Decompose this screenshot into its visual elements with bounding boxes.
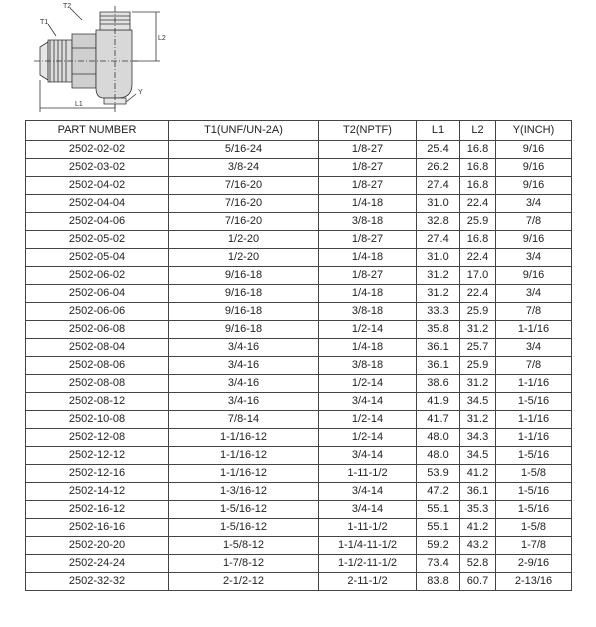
t2-cell: 1/4-18 (319, 195, 417, 213)
l2-cell: 16.8 (460, 231, 496, 249)
table-row (26, 393, 572, 411)
t1-cell: 2-1/2-12 (169, 573, 319, 591)
t1-cell: 1-5/16-12 (169, 501, 319, 519)
y-cell: 1-5/16 (496, 393, 572, 411)
l2-cell: 25.7 (460, 339, 496, 357)
l1-cell: 31.0 (417, 195, 460, 213)
l2-cell: 25.9 (460, 213, 496, 231)
label-l2: L2 (158, 35, 166, 42)
t2-cell: 3/4-14 (319, 483, 417, 501)
t2-cell: 1/8-27 (319, 159, 417, 177)
part-number-cell: 2502-14-12 (26, 483, 169, 501)
t2-cell: 1/4-18 (319, 339, 417, 357)
part-number-cell: 2502-06-08 (26, 321, 169, 339)
table-row (26, 285, 572, 303)
header-l2: L2 (460, 121, 496, 141)
y-cell: 9/16 (496, 177, 572, 195)
table-row (26, 465, 572, 483)
table-row (26, 411, 572, 429)
t1-cell: 1-1/16-12 (169, 447, 319, 465)
table-row (26, 303, 572, 321)
part-number-cell: 2502-32-32 (26, 573, 169, 591)
y-cell: 7/8 (496, 303, 572, 321)
t1-cell: 1/2-20 (169, 231, 319, 249)
header-part-number: PART NUMBER (26, 121, 169, 141)
part-number-cell: 2502-12-08 (26, 429, 169, 447)
part-number-cell: 2502-06-02 (26, 267, 169, 285)
table-row (26, 339, 572, 357)
table-row (26, 159, 572, 177)
table-row (26, 375, 572, 393)
l2-cell: 25.9 (460, 357, 496, 375)
t1-cell: 9/16-18 (169, 285, 319, 303)
fitting-drawing (20, 0, 180, 115)
t2-cell: 1-1/4-11-1/2 (319, 537, 417, 555)
part-number-cell: 2502-06-06 (26, 303, 169, 321)
l1-cell: 31.0 (417, 249, 460, 267)
y-cell: 3/4 (496, 195, 572, 213)
part-number-cell: 2502-16-16 (26, 519, 169, 537)
part-number-cell: 2502-04-06 (26, 213, 169, 231)
l1-cell: 38.6 (417, 375, 460, 393)
l1-cell: 27.4 (417, 177, 460, 195)
l1-cell: 26.2 (417, 159, 460, 177)
t1-cell: 3/4-16 (169, 375, 319, 393)
l2-cell: 31.2 (460, 321, 496, 339)
table-row (26, 483, 572, 501)
y-cell: 9/16 (496, 159, 572, 177)
l1-cell: 83.8 (417, 573, 460, 591)
t2-cell: 1/2-14 (319, 429, 417, 447)
t1-cell: 3/4-16 (169, 339, 319, 357)
t2-cell: 1-11-1/2 (319, 465, 417, 483)
part-number-cell: 2502-04-04 (26, 195, 169, 213)
y-cell: 1-1/16 (496, 321, 572, 339)
part-number-cell: 2502-12-16 (26, 465, 169, 483)
t2-cell: 1/2-14 (319, 375, 417, 393)
t1-cell: 5/16-24 (169, 141, 319, 159)
l2-cell: 52.8 (460, 555, 496, 573)
table-row (26, 537, 572, 555)
l1-cell: 53.9 (417, 465, 460, 483)
table-row (26, 357, 572, 375)
label-t1: T1 (40, 19, 49, 26)
y-cell: 3/4 (496, 339, 572, 357)
table-row (26, 501, 572, 519)
l2-cell: 36.1 (460, 483, 496, 501)
t1-cell: 1/2-20 (169, 249, 319, 267)
table-row (26, 213, 572, 231)
part-number-cell: 2502-08-08 (26, 375, 169, 393)
table-row (26, 177, 572, 195)
t2-cell: 3/4-14 (319, 393, 417, 411)
part-number-cell: 2502-24-24 (26, 555, 169, 573)
l1-cell: 27.4 (417, 231, 460, 249)
l2-cell: 31.2 (460, 375, 496, 393)
header-l1: L1 (417, 121, 460, 141)
l1-cell: 73.4 (417, 555, 460, 573)
t1-cell: 3/8-24 (169, 159, 319, 177)
t2-cell: 3/8-18 (319, 303, 417, 321)
l2-cell: 34.5 (460, 393, 496, 411)
table-header-row (26, 121, 572, 141)
l2-cell: 35.3 (460, 501, 496, 519)
l1-cell: 59.2 (417, 537, 460, 555)
t1-cell: 1-5/16-12 (169, 519, 319, 537)
l1-cell: 33.3 (417, 303, 460, 321)
table-row (26, 429, 572, 447)
label-l1: L1 (75, 101, 83, 108)
part-number-cell: 2502-16-12 (26, 501, 169, 519)
l1-cell: 48.0 (417, 447, 460, 465)
part-number-cell: 2502-12-12 (26, 447, 169, 465)
l2-cell: 31.2 (460, 411, 496, 429)
l2-cell: 22.4 (460, 195, 496, 213)
part-number-cell: 2502-03-02 (26, 159, 169, 177)
l1-cell: 55.1 (417, 519, 460, 537)
l2-cell: 43.2 (460, 537, 496, 555)
t1-cell: 1-3/16-12 (169, 483, 319, 501)
t2-cell: 3/8-18 (319, 213, 417, 231)
table-row (26, 231, 572, 249)
y-cell: 1-5/16 (496, 447, 572, 465)
t1-cell: 9/16-18 (169, 321, 319, 339)
t1-cell: 7/16-20 (169, 195, 319, 213)
y-cell: 1-1/16 (496, 429, 572, 447)
t1-cell: 3/4-16 (169, 393, 319, 411)
t1-cell: 1-7/8-12 (169, 555, 319, 573)
l2-cell: 22.4 (460, 249, 496, 267)
label-t2: T2 (63, 3, 72, 10)
t1-cell: 3/4-16 (169, 357, 319, 375)
t2-cell: 1/2-14 (319, 411, 417, 429)
header-t2: T2(NPTF) (319, 121, 417, 141)
l1-cell: 48.0 (417, 429, 460, 447)
y-cell: 1-1/16 (496, 375, 572, 393)
table-row (26, 267, 572, 285)
y-cell: 3/4 (496, 285, 572, 303)
y-cell: 2-9/16 (496, 555, 572, 573)
t1-cell: 1-5/8-12 (169, 537, 319, 555)
t2-cell: 1/8-27 (319, 177, 417, 195)
label-y: Y (138, 89, 143, 96)
header-y: Y(INCH) (496, 121, 572, 141)
t2-cell: 1/8-27 (319, 141, 417, 159)
t2-cell: 1/4-18 (319, 285, 417, 303)
l2-cell: 16.8 (460, 141, 496, 159)
t2-cell: 1/2-14 (319, 321, 417, 339)
t1-cell: 9/16-18 (169, 303, 319, 321)
y-cell: 7/8 (496, 357, 572, 375)
t2-cell: 1/4-18 (319, 249, 417, 267)
l1-cell: 25.4 (417, 141, 460, 159)
l2-cell: 16.8 (460, 159, 496, 177)
t2-cell: 3/4-14 (319, 447, 417, 465)
l1-cell: 31.2 (417, 267, 460, 285)
l2-cell: 60.7 (460, 573, 496, 591)
table-row (26, 519, 572, 537)
part-number-cell: 2502-08-12 (26, 393, 169, 411)
part-number-cell: 2502-02-02 (26, 141, 169, 159)
t1-cell: 1-1/16-12 (169, 465, 319, 483)
part-number-cell: 2502-08-04 (26, 339, 169, 357)
l2-cell: 34.5 (460, 447, 496, 465)
y-cell: 1-5/16 (496, 501, 572, 519)
l1-cell: 41.9 (417, 393, 460, 411)
y-cell: 3/4 (496, 249, 572, 267)
y-cell: 9/16 (496, 231, 572, 249)
part-number-cell: 2502-06-04 (26, 285, 169, 303)
y-cell: 1-7/8 (496, 537, 572, 555)
t2-cell: 3/8-18 (319, 357, 417, 375)
l1-cell: 41.7 (417, 411, 460, 429)
l2-cell: 16.8 (460, 177, 496, 195)
l2-cell: 34.3 (460, 429, 496, 447)
table-row (26, 195, 572, 213)
t1-cell: 7/16-20 (169, 177, 319, 195)
t1-cell: 9/16-18 (169, 267, 319, 285)
y-cell: 1-5/8 (496, 519, 572, 537)
t1-cell: 1-1/16-12 (169, 429, 319, 447)
l1-cell: 32.8 (417, 213, 460, 231)
table-row (26, 573, 572, 591)
y-cell: 1-5/16 (496, 483, 572, 501)
header-t1: T1(UNF/UN-2A) (169, 121, 319, 141)
y-cell: 1-1/16 (496, 411, 572, 429)
t2-cell: 1/8-27 (319, 267, 417, 285)
table-row (26, 321, 572, 339)
spec-table (25, 120, 572, 591)
y-cell: 9/16 (496, 267, 572, 285)
table-row (26, 447, 572, 465)
y-cell: 7/8 (496, 213, 572, 231)
t1-cell: 7/16-20 (169, 213, 319, 231)
part-number-cell: 2502-04-02 (26, 177, 169, 195)
t2-cell: 3/4-14 (319, 501, 417, 519)
l1-cell: 36.1 (417, 357, 460, 375)
part-number-cell: 2502-10-08 (26, 411, 169, 429)
y-cell: 1-5/8 (496, 465, 572, 483)
l1-cell: 47.2 (417, 483, 460, 501)
t2-cell: 1/8-27 (319, 231, 417, 249)
l1-cell: 31.2 (417, 285, 460, 303)
y-cell: 2-13/16 (496, 573, 572, 591)
l1-cell: 36.1 (417, 339, 460, 357)
part-number-cell: 2502-08-06 (26, 357, 169, 375)
l2-cell: 25.9 (460, 303, 496, 321)
table-row (26, 249, 572, 267)
part-number-cell: 2502-05-04 (26, 249, 169, 267)
t2-cell: 1-11-1/2 (319, 519, 417, 537)
l1-cell: 55.1 (417, 501, 460, 519)
t1-cell: 7/8-14 (169, 411, 319, 429)
y-cell: 9/16 (496, 141, 572, 159)
table-row (26, 141, 572, 159)
l2-cell: 41.2 (460, 465, 496, 483)
l2-cell: 22.4 (460, 285, 496, 303)
part-number-cell: 2502-05-02 (26, 231, 169, 249)
table-row (26, 555, 572, 573)
t2-cell: 2-11-1/2 (319, 573, 417, 591)
part-number-cell: 2502-20-20 (26, 537, 169, 555)
l1-cell: 35.8 (417, 321, 460, 339)
t2-cell: 1-1/2-11-1/2 (319, 555, 417, 573)
l2-cell: 41.2 (460, 519, 496, 537)
l2-cell: 17.0 (460, 267, 496, 285)
